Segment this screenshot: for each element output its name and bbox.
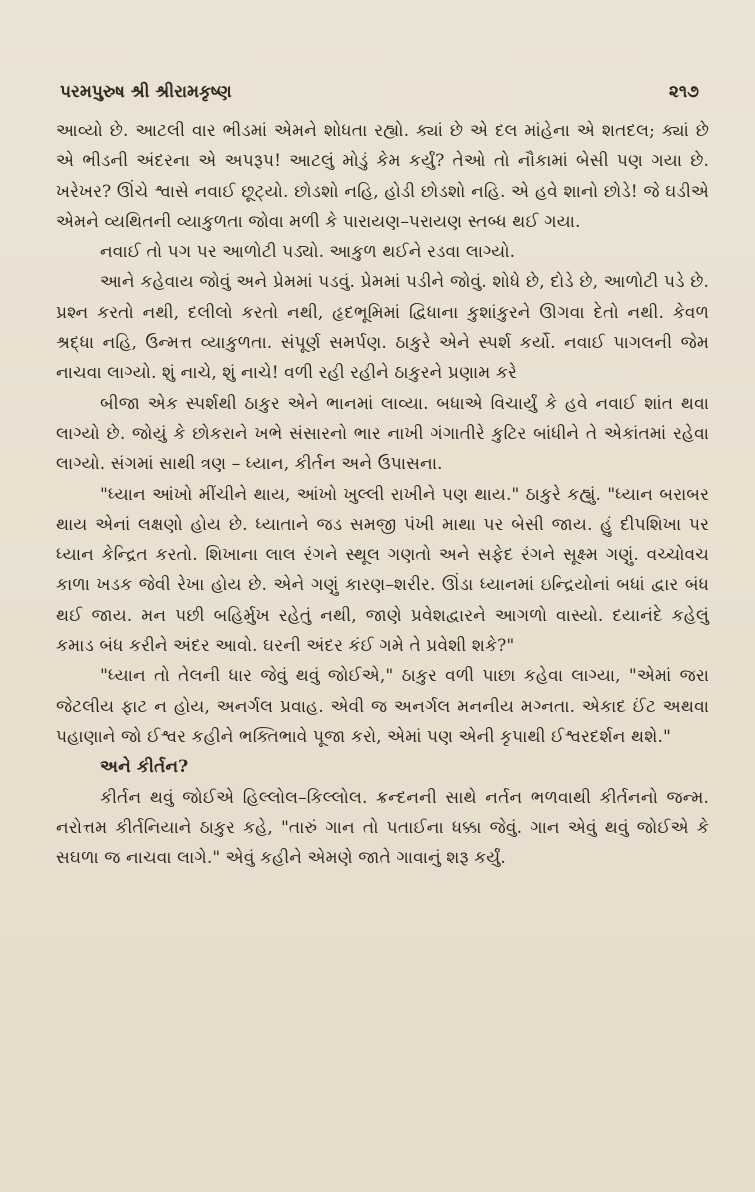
running-title: પરમપુરુષ શ્રી શ્રીરામકૃષ્ણ: [60, 82, 232, 102]
paragraph: "ધ્યાન તો તેલની ધાર જેવું થવું જોઈએ," ઠાકુર વળી પાછા કહેવા લાગ્યા, "એમાં જરા જેટલીય ફાટ ન હોય, અનર્ગલ પ્રવાહ. એવી જ અનર્ગલ મનનીય મગ્નતા. એકાદ ઈંટ અથવા પહાણાને જો ઈશ્વર કહીને ભક્તિભાવે પૂજા કરો, એમાં પણ એની કૃપાથી ઈશ્વરદર્શન થશે.": [56, 666, 709, 747]
paragraph-question: અને કીર્તન?: [100, 757, 189, 778]
page-header: [56, 82, 709, 102]
body-text: [56, 116, 709, 873]
page-number: ૨૧૭: [668, 82, 699, 102]
paragraph: આને કહેવાય જોવું અને પ્રેમમાં પડવું. પ્રેમમાં પડીને જોવું. શોધે છે, દોડે છે, આળોટી પડે છે. પ્રશ્ન કરતો નથી, દલીલો કરતો નથી, હૃદભૂમિમાં દ્વિધાના કુશાંકુરને ઊગવા દેતો નથી. કેવળ શ્રદ્ધા નહિ, ઉન્મત્ત વ્યાકુળતા. સંપૂર્ણ સમર્પણ. ઠાકુરે એને સ્પર્શ કર્યો. નવાઈ પાગલની જેમ નાચવા લાગ્યો. શું નાચે, શું નાચે! વળી રહી રહીને ઠાકુરને પ્રણામ કરે: [56, 272, 709, 384]
paragraph: બીજા એક સ્પર્શથી ઠાકુર એને ભાનમાં લાવ્યા. બધાએ વિચાર્યું કે હવે નવાઈ શાંત થવા લાગ્યો છે. જોયું કે છોકરાને ખભે સંસારનો ભાર નાખી ગંગાતીરે કુટિર બાંધીને તે એકાંતમાં રહેવા લાગ્યો. સંગમાં સાથી ત્રણ – ધ્યાન, કીર્તન અને ઉપાસના.: [56, 393, 709, 475]
paragraph: આવ્યો છે. આટલી વાર ભીડમાં એમને શોધતા રહ્યો. ક્યાં છે એ દલ માંહેના એ શતદલ; ક્યાં છે એ ભીડની અંદરના એ અપરૂપ! આટલું મોડું કેમ કર્યું? તેઓ તો નૌકામાં બેસી પણ ગયા છે. ખરેખર? ઊંચે શ્વાસે નવાઈ છૂટ્યો. છોડશો નહિ, હોડી છોડશો નહિ. એ હવે શાનો છોડે! જે ઘડીએ એમને વ્યથિતની વ્યાકુળતા જોવા મળી કે પારાયણ–પરાયણ સ્તબ્ધ થઈ ગયા.: [56, 121, 709, 232]
paragraph: નવાઈ તો પગ પર આળોટી પડ્યો. આકુળ થઈને રડવા લાગ્યો.: [100, 242, 516, 263]
paragraph: કીર્તન થવું જોઈએ હિલ્લોલ–કિલ્લોલ. ક્રન્દનની સાથે નર્તન ભળવાથી કીર્તનનો જન્મ. નરોત્તમ કીર્તનિયાને ઠાકુર કહે, "તારું ગાન તો પતાઈના ધક્કા જેવું. ગાન એવું થવું જોઈએ કે સઘળા જ નાચવા લાગે." એવું કહીને એમણે જાતે ગાવાનું શરૂ કર્યું.: [56, 787, 709, 869]
paragraph: "ધ્યાન આંખો મીંચીને થાય, આંખો ખુલ્લી રાખીને પણ થાય." ઠાકુરે કહ્યું. "ધ્યાન બરાબર થાય એનાં લક્ષણો હોય છે. ધ્યાતાને જડ સમજી પંખી માથા પર બેસી જાય. હું દીપશિખા પર ધ્યાન કેન્દ્રિત કરતો. શિખાના લાલ રંગને સ્થૂલ ગણતો અને સફેદ રંગને સૂક્ષ્મ ગણું. વચ્ચોવચ કાળા ખડક જેવી રેખા હોય છે. એને ગણું કારણ–શરીર. ઊંડા ધ્યાનમાં ઇન્દ્રિયોનાં બધાં દ્વાર બંધ થઈ જાય. મન પછી બહિર્મુખ રહેતું નથી, જાણે પ્રવેશદ્વારને આગળો વાસ્યો. દયાનંદે કહેલું કમાડ બંધ કરીને અંદર આવો. ઘરની અંદર કંઈ ગમે તે પ્રવેશી શકે?": [56, 484, 709, 657]
